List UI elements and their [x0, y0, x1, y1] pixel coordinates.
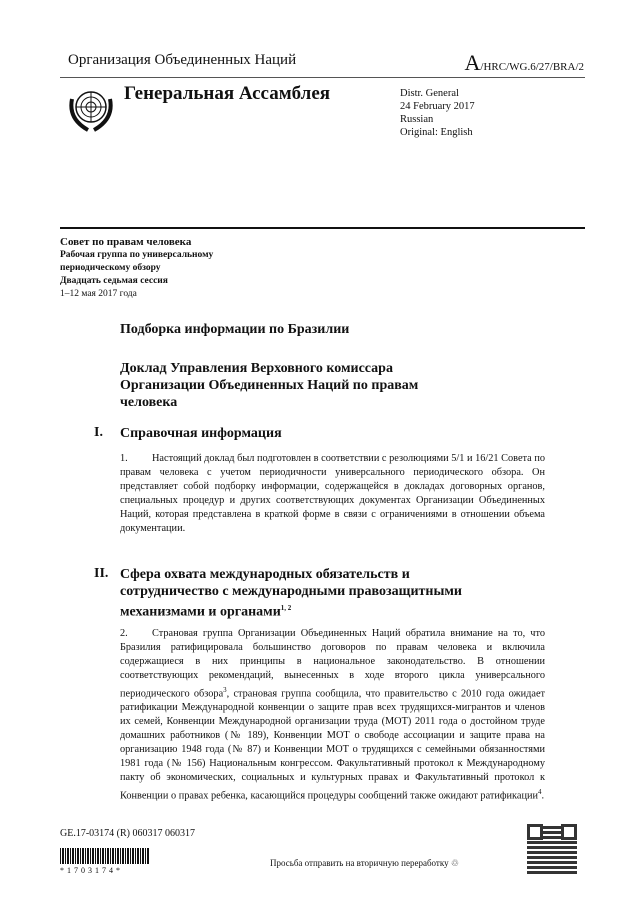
recycle-note: [270, 858, 459, 869]
session: Двадцать седьмая сессия: [60, 276, 168, 286]
document-subtitle: Доклад Управления Верховного комиссара Организации Объединенных Наций по правам человека: [120, 361, 419, 410]
language: Russian: [400, 114, 434, 125]
document-symbol: [465, 50, 584, 76]
footnote-ref[interactable]: 1, 2: [280, 604, 292, 612]
paragraph-text: Страновая группа Организации Объединенных Наций обратила внимание на то, что Бразилия ратифицировала большинство договоров по правам человека и включила содержащиеся в них принципы в национальное законодательство. В отношении соответствующих рекомендаций, вынесенных в ходе второго цикла универсального периодического обзора: [120, 628, 545, 700]
document-title: Подборка информации по Бразилии: [120, 322, 350, 337]
council-info: [60, 236, 213, 301]
paragraph: [120, 627, 545, 804]
paragraph: [120, 452, 545, 536]
session-dates: 1–12 мая 2017 года: [60, 289, 137, 299]
section-heading: [120, 566, 480, 621]
symbol-letter: A: [464, 50, 481, 75]
job-number: GE.17-03174 (R) 060317 060317: [60, 828, 195, 839]
council-name: Совет по правам человека: [60, 236, 192, 248]
original-language: Original: English: [400, 127, 473, 138]
distribution-info: [400, 87, 475, 139]
section-number: II.: [94, 566, 109, 581]
distr: Distr. General: [400, 88, 459, 99]
paragraph-number: 1.: [120, 453, 128, 464]
symbol-rest: /HRC/WG.6/27/BRA/2: [480, 61, 584, 73]
section-heading-text: Сфера охвата международных обязательств и сотрудничество с международными правозащитными механизмами и органами: [120, 567, 462, 620]
section-number: I.: [94, 425, 103, 440]
footnote-ref[interactable]: 3: [223, 686, 227, 694]
recycle-icon: ♲: [450, 858, 459, 868]
footnote-ref[interactable]: 4: [538, 788, 542, 797]
paragraph-text: .: [541, 790, 545, 802]
working-group: Рабочая группа по универсальному: [60, 250, 214, 260]
paragraph-text: Настоящий доклад был подготовлен в соответствии с резолюциями 5/1 и 16/21 Совета по правам человека с учетом периодичности универсального периодического обзора. Он представляет собой подборку информации, содержащейся в докладах договорных органов, специальных процедур и других соответствующих документах Организации Объединенных Наций, которая представлена в краткой форме в связи с ограничениями в отношении объема документации.: [120, 453, 545, 534]
section-heading: Справочная информация: [120, 426, 282, 441]
recycle-text: Просьба отправить на вторичную переработку: [270, 858, 449, 868]
qr-code-icon: [527, 824, 577, 874]
paragraph-text: , страновая группа сообщила, что правительство с 2010 года ожидает ратификации Международной конвенции о защите прав всех трудящихся-мигрантов и членов их семей, Конвенции Международной организации труда (МОТ) 2011 года о достойном труде домашних работников (№ 189), Конвенции МОТ о свободе ассоциации и защите права на организацию 1948 года (№ 87) и Конвенции МОТ о трудящихся с семейными обязанностями 1981 года (№ 156) Национальным конгрессом. Факультативный протокол к Международному пакту об экономических, социальных и культурных правах и Факультативный протокол к Конвенции о правах ребенка, касающийся процедуры сообщений также ожидают ратификации: [120, 688, 546, 802]
paragraph-number: 2.: [120, 628, 128, 639]
un-emblem-icon: [66, 84, 116, 134]
divider-thick: [60, 227, 585, 229]
barcode-icon: [60, 848, 150, 864]
divider: [60, 77, 585, 78]
organization-name: Организация Объединенных Наций: [68, 52, 297, 68]
barcode-number: *1703174*: [60, 866, 123, 875]
body-name: Генеральная Ассамблея: [124, 83, 331, 104]
working-group-2: периодическому обзору: [60, 263, 161, 273]
date: 24 February 2017: [400, 101, 475, 112]
